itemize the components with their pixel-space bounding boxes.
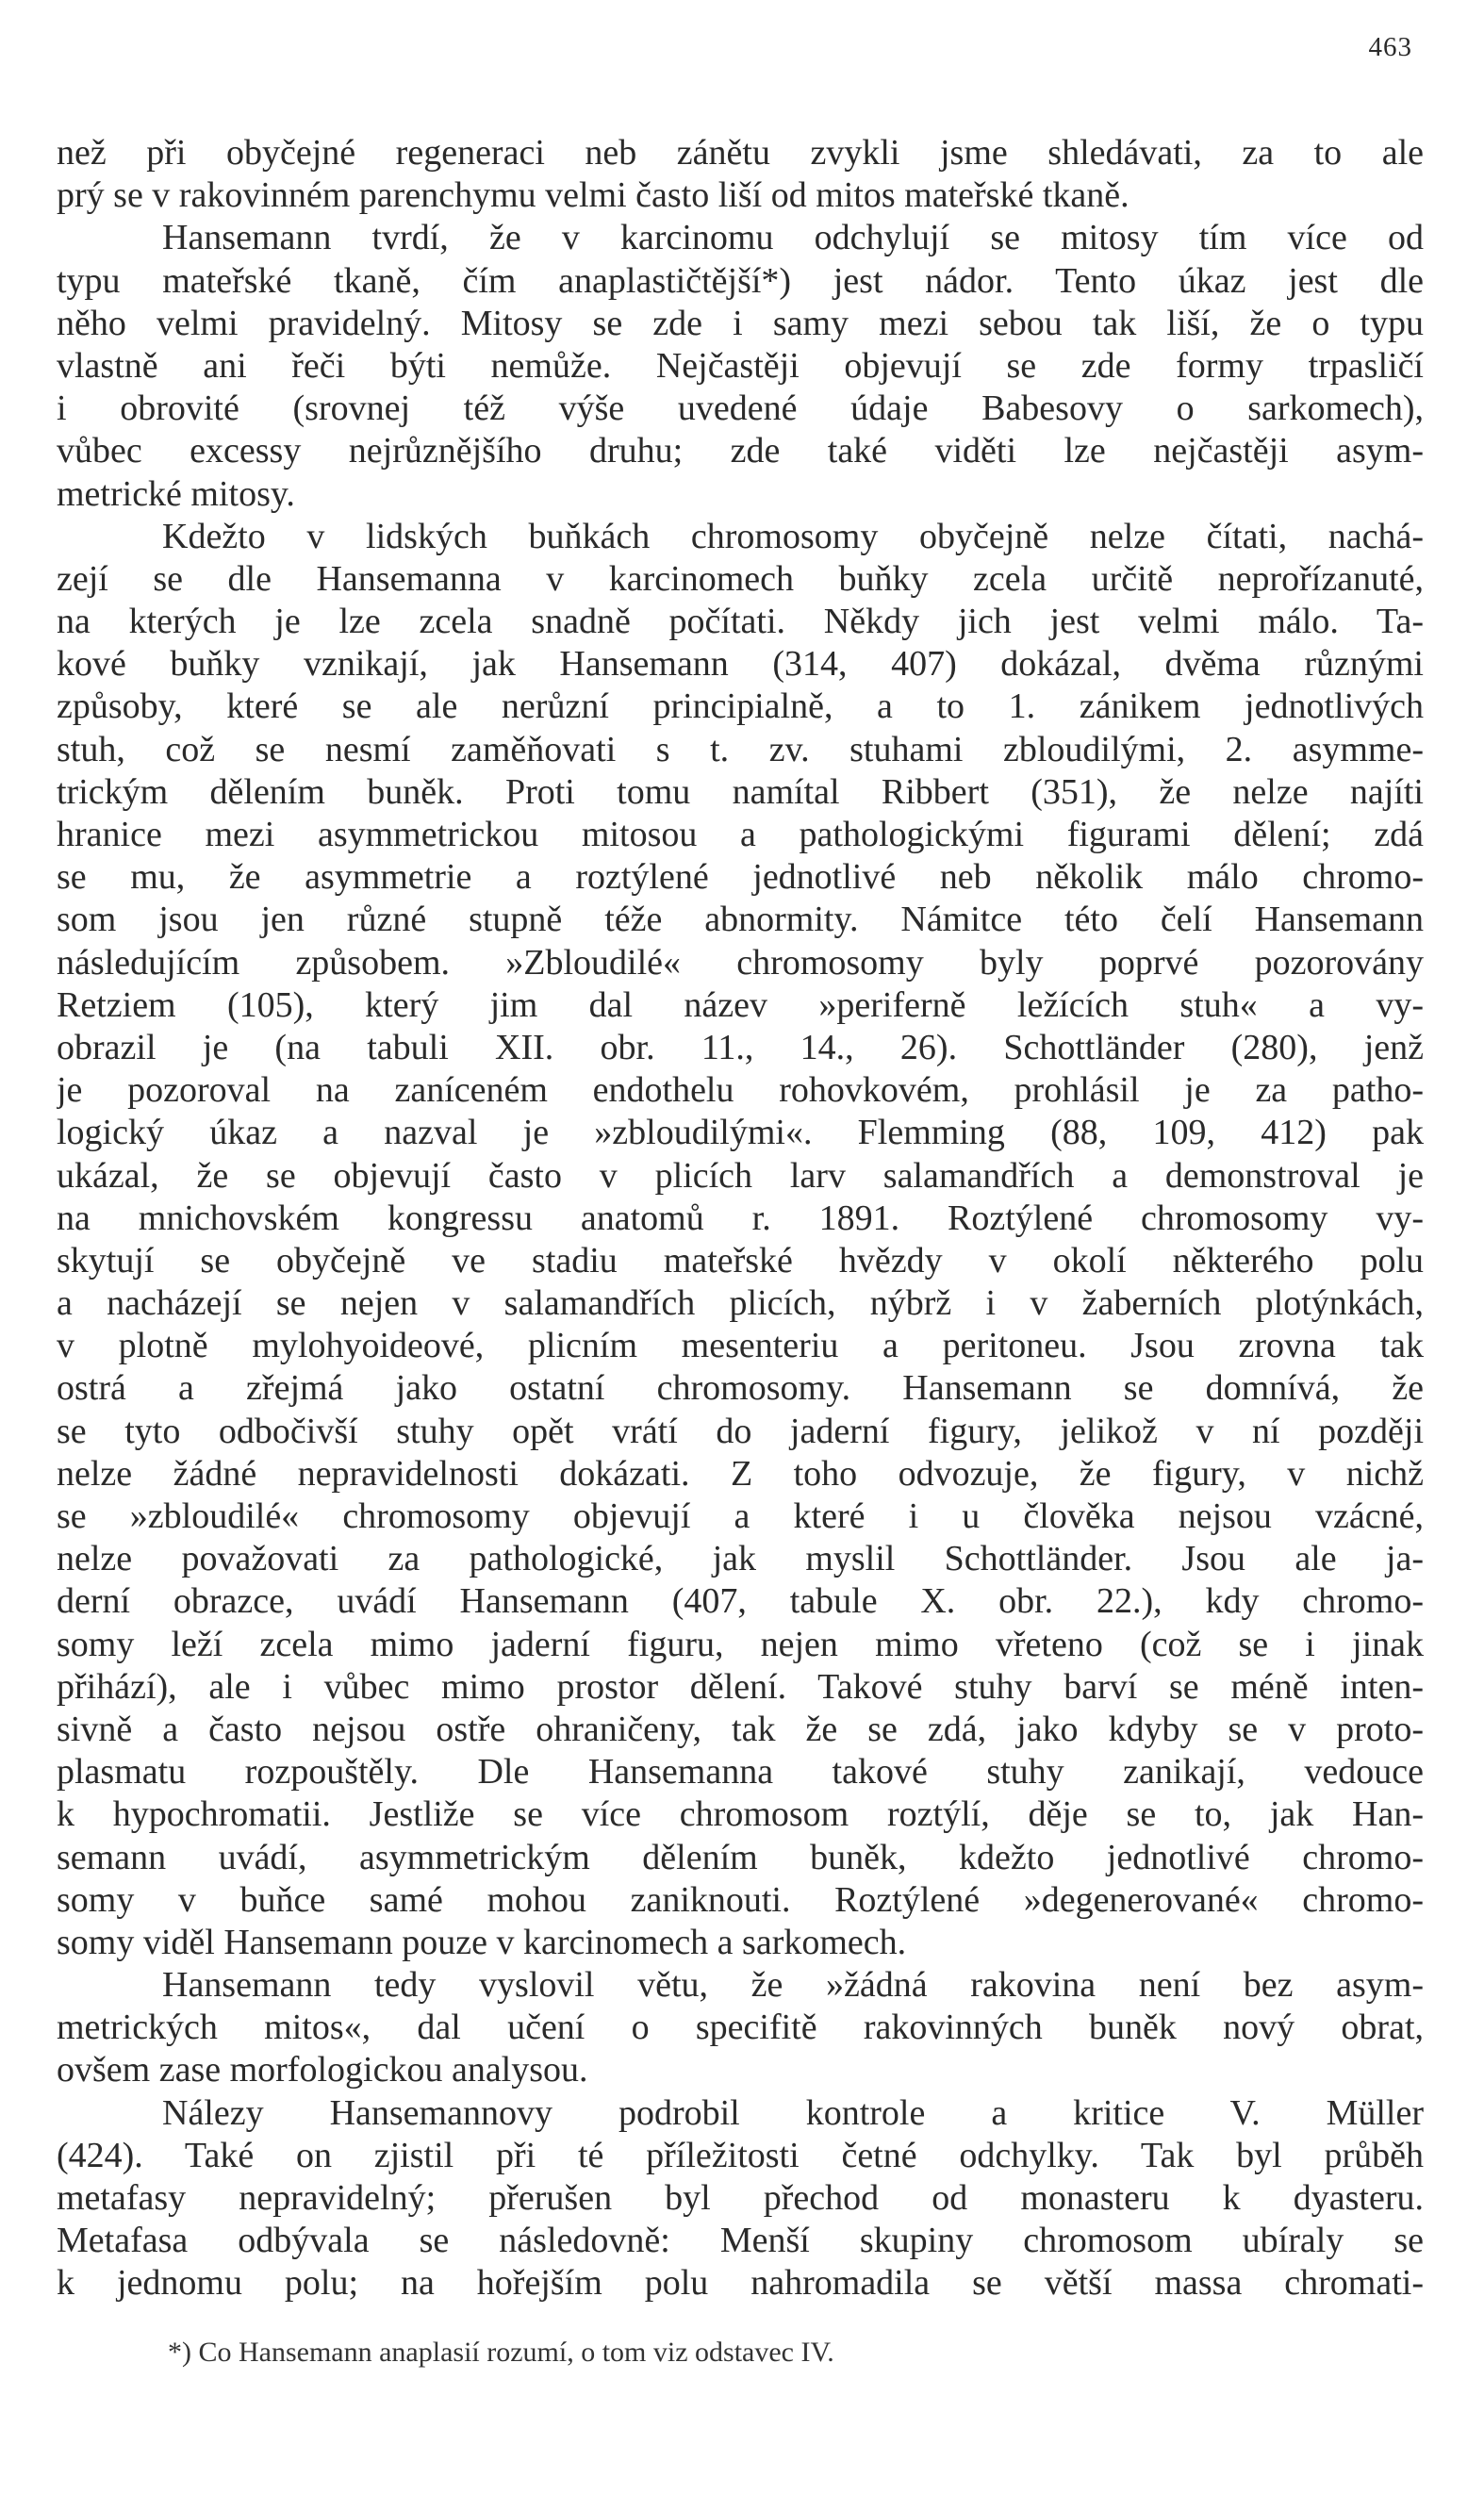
text-line: než při obyčejné regeneraci neb zánětu zvykli jsme shledávati, za to ale bbox=[57, 133, 1424, 173]
text-line: Nálezy Hansemannovy podrobil kontrole a kritice V. Müller bbox=[162, 2092, 1424, 2133]
text-line: stuh, což se nesmí zaměňovati s t. zv. stuhami zbloudilými, 2. asymme- bbox=[57, 729, 1424, 769]
text-line: Hansemann tvrdí, že v karcinomu odchylují se mitosy tím více od bbox=[162, 218, 1424, 258]
text-line: logický úkaz a nazval je »zbloudilými«. Flemming (88, 109, 412) pak bbox=[57, 1113, 1424, 1153]
text-line: vůbec excessy nejrůznějšího druhu; zde také viděti lze nejčastěji asym- bbox=[57, 431, 1424, 471]
text-line: somy viděl Hansemann pouze v karcinomech a sarkomech. bbox=[57, 1922, 907, 1962]
text-line: metafasy nepravidelný; přerušen byl přechod od monasteru k dyasteru. bbox=[57, 2178, 1424, 2218]
text-line: k jednomu polu; na hořejším polu nahromadila se větší massa chromati- bbox=[57, 2263, 1424, 2304]
text-line: na mnichovském kongressu anatomů r. 1891. Roztýlené chromosomy vy- bbox=[57, 1198, 1424, 1238]
body-text bbox=[57, 132, 1424, 2305]
text-line: něho velmi pravidelný. Mitosy se zde i samy mezi sebou tak liší, že o typu bbox=[57, 303, 1424, 343]
text-line: je pozoroval na zaníceném endothelu rohovkovém, prohlásil je za patho- bbox=[57, 1070, 1424, 1111]
text-line: (424). Také on zjistil při té příležitosti četné odchylky. Tak byl průběh bbox=[57, 2135, 1424, 2175]
text-line: vlastně ani řeči býti nemůže. Nejčastěji objevují se zde formy trpasličí bbox=[57, 345, 1424, 386]
text-line: nelze považovati za pathologické, jak myslil Schottländer. Jsou ale ja- bbox=[57, 1539, 1424, 1579]
text-line: a nacházejí se nejen v salamandřích plicích, nýbrž i v žaberních plotýnkách, bbox=[57, 1283, 1424, 1324]
text-line: k hypochromatii. Jestliže se více chromosom roztýlí, děje se to, jak Han- bbox=[57, 1794, 1424, 1835]
text-line: prý se v rakovinném parenchymu velmi často liší od mitos mateřské tkaně. bbox=[57, 175, 1129, 216]
text-line: v plotně mylohyoideové, plicním mesenteriu a peritoneu. Jsou zrovna tak bbox=[57, 1326, 1424, 1366]
text-line: Retziem (105), který jim dal název »periferně ležících stuh« a vy- bbox=[57, 984, 1424, 1025]
text-line: na kterých je lze zcela snadně počítati. Někdy jich jest velmi málo. Ta- bbox=[57, 602, 1424, 642]
text-line: trickým dělením buněk. Proti tomu namítal Ribbert (351), že nelze najíti bbox=[57, 771, 1424, 812]
page-number: 463 bbox=[1368, 32, 1412, 62]
text-line: metrické mitosy. bbox=[57, 473, 295, 514]
text-line: metrických mitos«, dal učení o specifitě rakovinných buněk nový obrat, bbox=[57, 2008, 1424, 2048]
text-line: plasmatu rozpouštěly. Dle Hansemanna takové stuhy zanikají, vedouce bbox=[57, 1752, 1424, 1793]
text-line: přihází), ale i vůbec mimo prostor dělení. Takové stuhy barví se méně inten- bbox=[57, 1666, 1424, 1707]
text-line: se tyto odbočivší stuhy opět vrátí do jaderní figury, jelikož v ní později bbox=[57, 1411, 1424, 1451]
text-line: semann uvádí, asymmetrickým dělením buněk, kdežto jednotlivé chromo- bbox=[57, 1837, 1424, 1877]
text-line: som jsou jen různé stupně téže abnormity. Námitce této čelí Hansemann bbox=[57, 900, 1424, 940]
text-line: i obrovité (srovnej též výše uvedené údaje Babesovy o sarkomech), bbox=[57, 388, 1424, 429]
text-line: se »zbloudilé« chromosomy objevují a které i u člověka nejsou vzácné, bbox=[57, 1496, 1424, 1536]
text-line: Hansemann tedy vyslovil větu, že »žádná rakovina není bez asym- bbox=[162, 1965, 1424, 2006]
text-line: nelze žádné nepravidelnosti dokázati. Z toho odvozuje, že figury, v nichž bbox=[57, 1453, 1424, 1494]
text-line: hranice mezi asymmetrickou mitosou a pathologickými figurami dělení; zdá bbox=[57, 815, 1424, 854]
text-line: obrazil je (na tabuli XII. obr. 11., 14., 26). Schottländer (280), jenž bbox=[57, 1027, 1424, 1067]
text-line: ovšem zase morfologickou analysou. bbox=[57, 2050, 588, 2090]
text-line: kové buňky vznikají, jak Hansemann (314, 407) dokázal, dvěma různými bbox=[57, 644, 1424, 685]
text-line: skytují se obyčejně ve stadiu mateřské hvězdy v okolí některého polu bbox=[57, 1240, 1424, 1281]
text-line: Kdežto v lidských buňkách chromosomy obyčejně nelze čítati, nachá- bbox=[162, 516, 1424, 556]
text-line: typu mateřské tkaně, čím anaplastičtější*) jest nádor. Tento úkaz jest dle bbox=[57, 260, 1424, 301]
text-line: sivně a často nejsou ostře ohraničeny, tak že se zdá, jako kdyby se v proto- bbox=[57, 1709, 1424, 1749]
text-line: se mu, že asymmetrie a roztýlené jednotlivé neb několik málo chromo- bbox=[57, 857, 1424, 898]
text-line: somy leží zcela mimo jaderní figuru, nejen mimo vřeteno (což se i jinak bbox=[57, 1624, 1424, 1664]
footnote: *) Co Hansemann anaplasií rozumí, o tom viz odstavec IV. bbox=[168, 2337, 834, 2368]
text-line: Metafasa odbývala se následovně: Menší skupiny chromosom ubíraly se bbox=[57, 2221, 1424, 2261]
text-line: způsoby, které se ale nerůzní principialně, a to 1. zánikem jednotlivých bbox=[57, 686, 1424, 727]
text-line: ukázal, že se objevují často v plicích larv salamandřích a demonstroval je bbox=[57, 1155, 1424, 1196]
text-line: ostrá a zřejmá jako ostatní chromosomy. Hansemann se domnívá, že bbox=[57, 1368, 1424, 1409]
text-line: následujícím způsobem. »Zbloudilé« chromosomy byly poprvé pozorovány bbox=[57, 942, 1424, 983]
text-line: derní obrazce, uvádí Hansemann (407, tabule X. obr. 22.), kdy chromo- bbox=[57, 1581, 1424, 1622]
text-line: somy v buňce samé mohou zaniknouti. Roztýlené »degenerované« chromo- bbox=[57, 1879, 1424, 1920]
text-line: zejí se dle Hansemanna v karcinomech buňky zcela určitě neprořízanuté, bbox=[57, 558, 1424, 599]
